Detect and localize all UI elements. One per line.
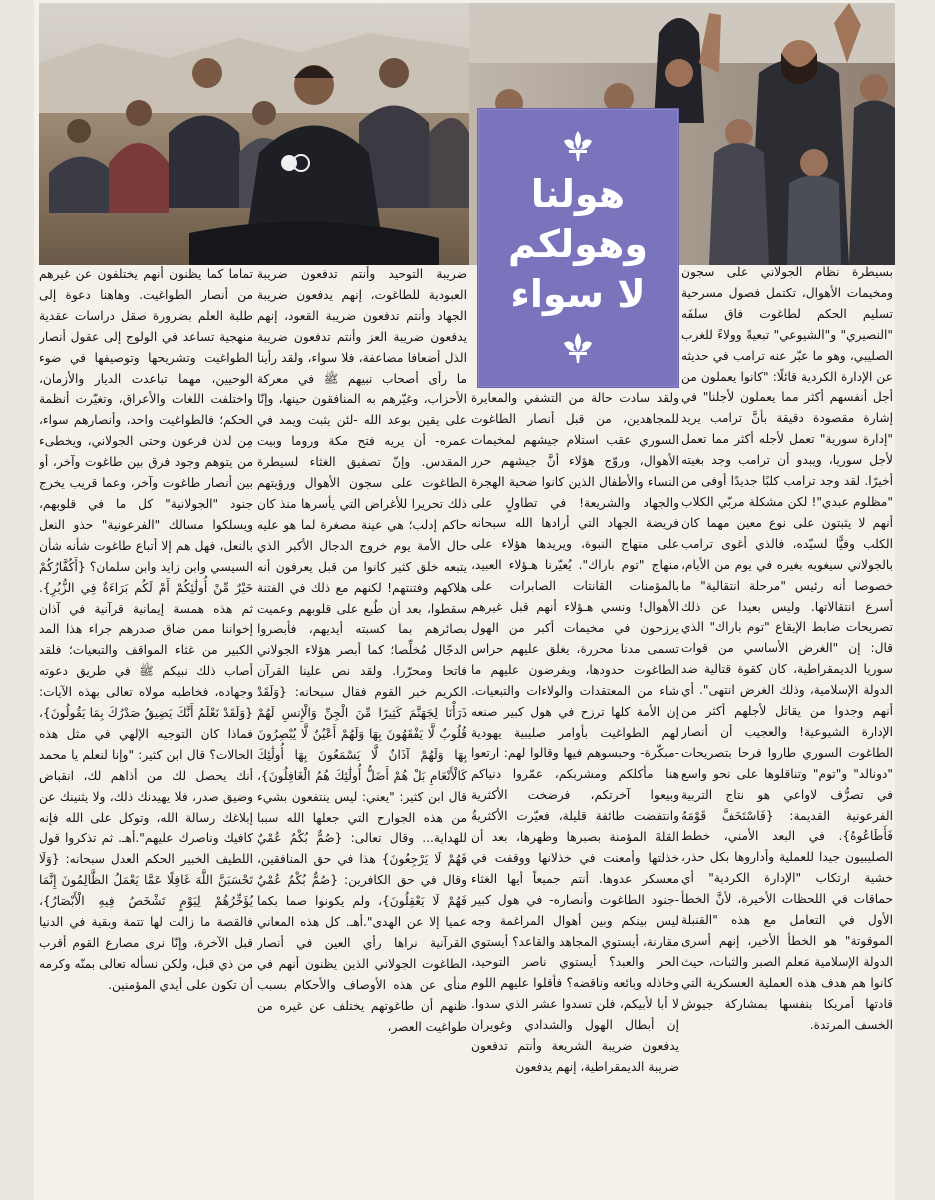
column-text: تماما كما يظنون أنهم يختلفون عن غيرهم من أنصار الطواغيت. وهاهنا دعوة إلى طلبة العلم بضرورة صقل دراسات عقدية منهجية تساعد في الولوج إلى عقول أنصار الطواغيت وتشريحها وتوصيفها في ضوء الوحيين، مهما تباعدت الديار والأزمان، واختلفت اللغات والأعراق، وتغيّرت أنظمة الحكم؛ فالطواغيت واحد، وأنصارهم سواء، مِن لدن فرعون وحتى الجولاني، ويخطىء من يتوهم وجود فرق بين طاغوت وآخر، أو بين أنصار طاغوت وآخر، وعما قريب يخرج جنود "الجولانية" كل ما في قلوبهم، ويسلكوا مسالك "الفرعونية" حذو النعل بالنعل، فهل هم إلا أتباع طاغوت شأنه شأن السيسي وابن زايد وابن سلمان؟ {أَكُفَّارُكُمْ خَيْرٌ مِّنْ أُولَٰئِكُمْ أَمْ لَكُم بَرَاءَةٌ فِي الزُّبُرِ}. ثم هذه همسة إيمانية قرآنية في آذان إخواننا ممن ضاق صدرهم جراء هذا المد الكبير من غثاء المواقف والتبعيات؛ فلقد أصاب ذلك نبيكم ﷺ في طريق دعوته وجهاده، فخاطبه مولاه تعالى بهذه الآيات: {وَلَقَدْ نَعْلَمُ أَنَّكَ يَضِيقُ صَدْرُكَ بِمَا يَقُولُونَ}، فماذا كان التوجيه الإلهي في مثل هذه الحالات؟ قال ابن كثير: "وإنا لنعلم يا محمد أنك يحصل لك من أذاهم لك، انقباض وضيق صدر، فلا يهيدنك ذلك، ولا يثنينك عن إبلاغك رسالة الله، وتوكل على الله فإنه كافيك وناصرك عليهم".أهـ. ثم تذكروا قول اللطيف الخبير الحكم العدل سبحانه: {وَلَا تَحْسَبَنَّ اللَّهَ غَافِلًا عَمَّا يَعْمَلُ الظَّالِمُونَ إِنَّمَا يُؤَخِّرُهُمْ لِيَوْمٍ تَشْخَصُ فِيهِ الْأَبْصَارُ}، فالقصة ما زالت لها تتمة وبقية في الدنيا قبل الآخرة، وإنّا نرى مصارع القوم أقرب من ذي قبل، ولكن نسأله تعالى بمنّه وكرمه أن تكون على أيدي المؤمنين. [39, 267, 253, 992]
scan-edge-right [895, 0, 935, 1200]
title-line-3: لا سواء [510, 272, 646, 316]
title-box [477, 108, 679, 388]
praying-children-image [39, 3, 469, 265]
article-column-1 [681, 262, 893, 1200]
article-column-2 [471, 388, 679, 1188]
title-line-2: وهولكم [508, 222, 648, 266]
column-text: بسيطرة نظام الجولاني على سجون ومخيمات الأهوال، تكتمل فصول مسرحية تسليم الحكم لطاغوت فاق سلفَه "النصيري" و"الشيوعي" تبعيةً وولاءً للغرب الصليبي، وهو ما عبّر عنه ترامب في حديثه عن الإدارة الكردية قائلًا: "كانوا يعملون من أجل أنفسهم أكثر مما يعملون لأجلنا" في إشارة مقصودة دقيقة بأنَّ ترامب يريد "إدارة سورية" تعمل لأجله أكثر مما تعمل لأجل سوريا، ويبدو أن ترامب وجد بغيته أخيرًا. لقد وجد ترامب كلبًا جديدًا أوفى من "مظلوم عبدي"! لكن مشكلة مربّي الكلاب أنهم لا يثبتون على نوع معين مهما كان الكلب وفيًّا لسيّده، فالذي أغوى ترامب بالجولاني سيغويه بغيره في يوم من الأيام، خصوصا أنه رئيس "مرحلة انتقالية" ما أسرع انتقالاتها. وليس بعيدا عن ذلك تصريحات ضابط الإيقاع "توم باراك" الذي قال: إن "الغرض الأساسي من قوات سوريا الديمقراطية، كان كقوة قتالية ضد الدولة الإسلامية، وذلك الغرض انتهى". أي أنهم وجدوا من يقاتل لأجلهم أكثر من الإدارة الشيوعية! والعجيب أن أنصار الطاغوت السوري طاروا فرحا بتصريحات "دونالد" و"توم" وتناقلوها على نحو واسع في تصرُّف لاواعي هو نتاج التربية الفرعونية القديمة: {فَاسْتَخَفَّ قَوْمَهُ فَأَطَاعُوهُ}. في البعد الأمني، خطط الصليبيون جيدا للعملية وأداروها بكل حذر، خشية ارتكاب "الإدارة الكردية" أي حماقات في اللحظات الأخيرة، لأنَّ الخطأ الأول في التعامل مع هذه "القنبلة الموقوتة" هو الخطأ الأخير، إنهم أسرى الدولة الإسلامية مَعلم الصبر والثبات، حيث كانوا هم هدف هذه العملية العسكرية التي قادتها أمريكا بنفسها بمشاركة جيوش الخسف المرتدة. [681, 265, 893, 1032]
title-line-1: هولنا [530, 172, 626, 216]
column-text: ولقد سادت حالة من التشفي والمعايرة للمجاهدين، من قبل أنصار الطاغوت السوري عقب استلام جيشهم لمخيمات الأهوال، وروّج هؤلاء أنَّ جيشهم حرر النساء والأطفال الذين كانوا ضحية الهجرة والجهاد والشريعة! في تطاولٍ على فريضة الجهاد التي أرادها الله سبحانه على منهاج النبوة، ويريدها هؤلاء على منهاج "توم باراك". يُعيّرنا هـؤلاء العبيد، بالمؤمنات القانتات الصابرات على الأهوال! ونسي هـؤلاء أنهم قبل غيرهم يرزحون في مخيمات أكبر من الهول تسمى مدنا محررة، يغلق عليهم حراس الطاغوت حدودها، ويفرضون عليهم ما شاء من المعتقدات والولاءات والتبعيات. إن الأمة كلها ترزح في هول كبير صنعه لهم الطواغيت بأوامر صليبية يهودية -مبكّرة- وحبسوهم فيها وقالوا لهم: ارتعوا هنا مأكلكم ومشربكم، عمّروا دنياكم وبيعوا آخرتكم، فرضخت الأكثرية وانتفضت طائفة قليلة، فعيّرت الأكثريةُ القلةَ المؤمنة بصبرها وطهرها، بعد أن خذلتها وأمعنت في خذلانها ووقفت في معسكر عدوها. أنتم جميعاً أيها الغثاء -جنود الطاغوت وأنصاره- في هول كبير ليس بينكم وبين أهوال المراغمة وجه مقارنة، أيستوي المجاهد والقاعد؟ أيستوي الحر والعبد؟ أيستوي ناصر التوحيد، وخاذله وبائعه وناقضه؟ فأقلوا عليهم اللوم لا أبا لأبيكم، فلن تسدوا عشر الذي سدوا. إن أبطال الهول والشدادي وغويران يدفعون ضريبة الشريعة وأنتم تدفعون ضريبة الديمقراطية، إنهم يدفعون [471, 391, 679, 1074]
scan-edge-left [0, 0, 34, 1200]
article-column-4 [39, 264, 253, 1189]
header-photo [39, 3, 895, 265]
article-column-3 [257, 264, 467, 1189]
fleur-de-lis-icon [560, 331, 596, 365]
fleur-de-lis-icon [560, 129, 596, 163]
column-text: ضريبة التوحيد وأنتم تدفعون ضريبة العبودية للطاغوت، إنهم يدفعون ضريبة الجهاد وأنتم تدفعون ضريبة القعود، إنهم يدفعون ضريبة العز وأنتم تدفعون ضريبة الذل أضعافا مضاعفة، فلا سواء، ولقد رأينا ما رأى أصحاب نبيهم ﷺ في معركة الأحزاب، وغيّرهم به المنافقون حينها، وإنّا على يقين بوعد الله -لئن يثبت ويمد في عمره- أن يريه فتح مكة وروما وبيت المقدس. وإنّ تصفيق الغثاء لسيطرة الطاغوت على سجون الأهوال ورؤيتهم ذلك تحريرا للأغراض التي يأسرها منذ كان حاكم إدلب؛ هي عينة مصغرة لما هو عليه حال الأمة يوم خروج الدجال الأكبر الذي يتبعه خلق كثير كانوا من قبل يعرفون أنه هلاكهم وفتنتهم! لكنهم مع ذلك في الفتنة سقطوا، بعد أن طُبع على قلوبهم وعميت بصائرهم بما كسبته أيديهم، فأبصروا الدجّال مُخلِّصا؛ كما أبصر هؤلاء الجولاني فاتحا ومحرّرا. ولقد نص علينا القرآن الكريم خبر القوم فقال سبحانه: {وَلَقَدْ ذَرَأْنَا لِجَهَنَّمَ كَثِيرًا مِّنَ الْجِنِّ وَالْإِنسِ لَهُمْ قُلُوبٌ لَّا يَفْقَهُونَ بِهَا وَلَهُمْ أَعْيُنٌ لَّا يُبْصِرُونَ بِهَا وَلَهُمْ آذَانٌ لَّا يَسْمَعُونَ بِهَا أُولَٰئِكَ كَالْأَنْعَامِ بَلْ هُمْ أَضَلُّ أُولَٰئِكَ هُمُ الْغَافِلُونَ}، قال ابن كثير: "يعني: ليس ينتفعون بشيء من هذه الجوارح التي جعلها الله سببا للهداية... وقال تعالى: {صُمٌّ بُكْمٌ عُمْيٌ فَهُمْ لَا يَرْجِعُونَ} هذا في حق المنافقين، وقال في حق الكافرين: {صُمٌّ بُكْمٌ عُمْيٌ فَهُمْ لَا يَعْقِلُونَ}، ولم يكونوا صما بكما عميا إلا عن الهدى".أهـ. كل هذه المعاني القرآنية نراها رأي العين في أنصار الطاغوت الجولاني الذين يظنون أنهم في منأى عن هذه الأوصاف والأحكام بسبب ظنهم أن طاغوتهم يختلف عن غيره من طواغيت العصر، [257, 267, 467, 1034]
